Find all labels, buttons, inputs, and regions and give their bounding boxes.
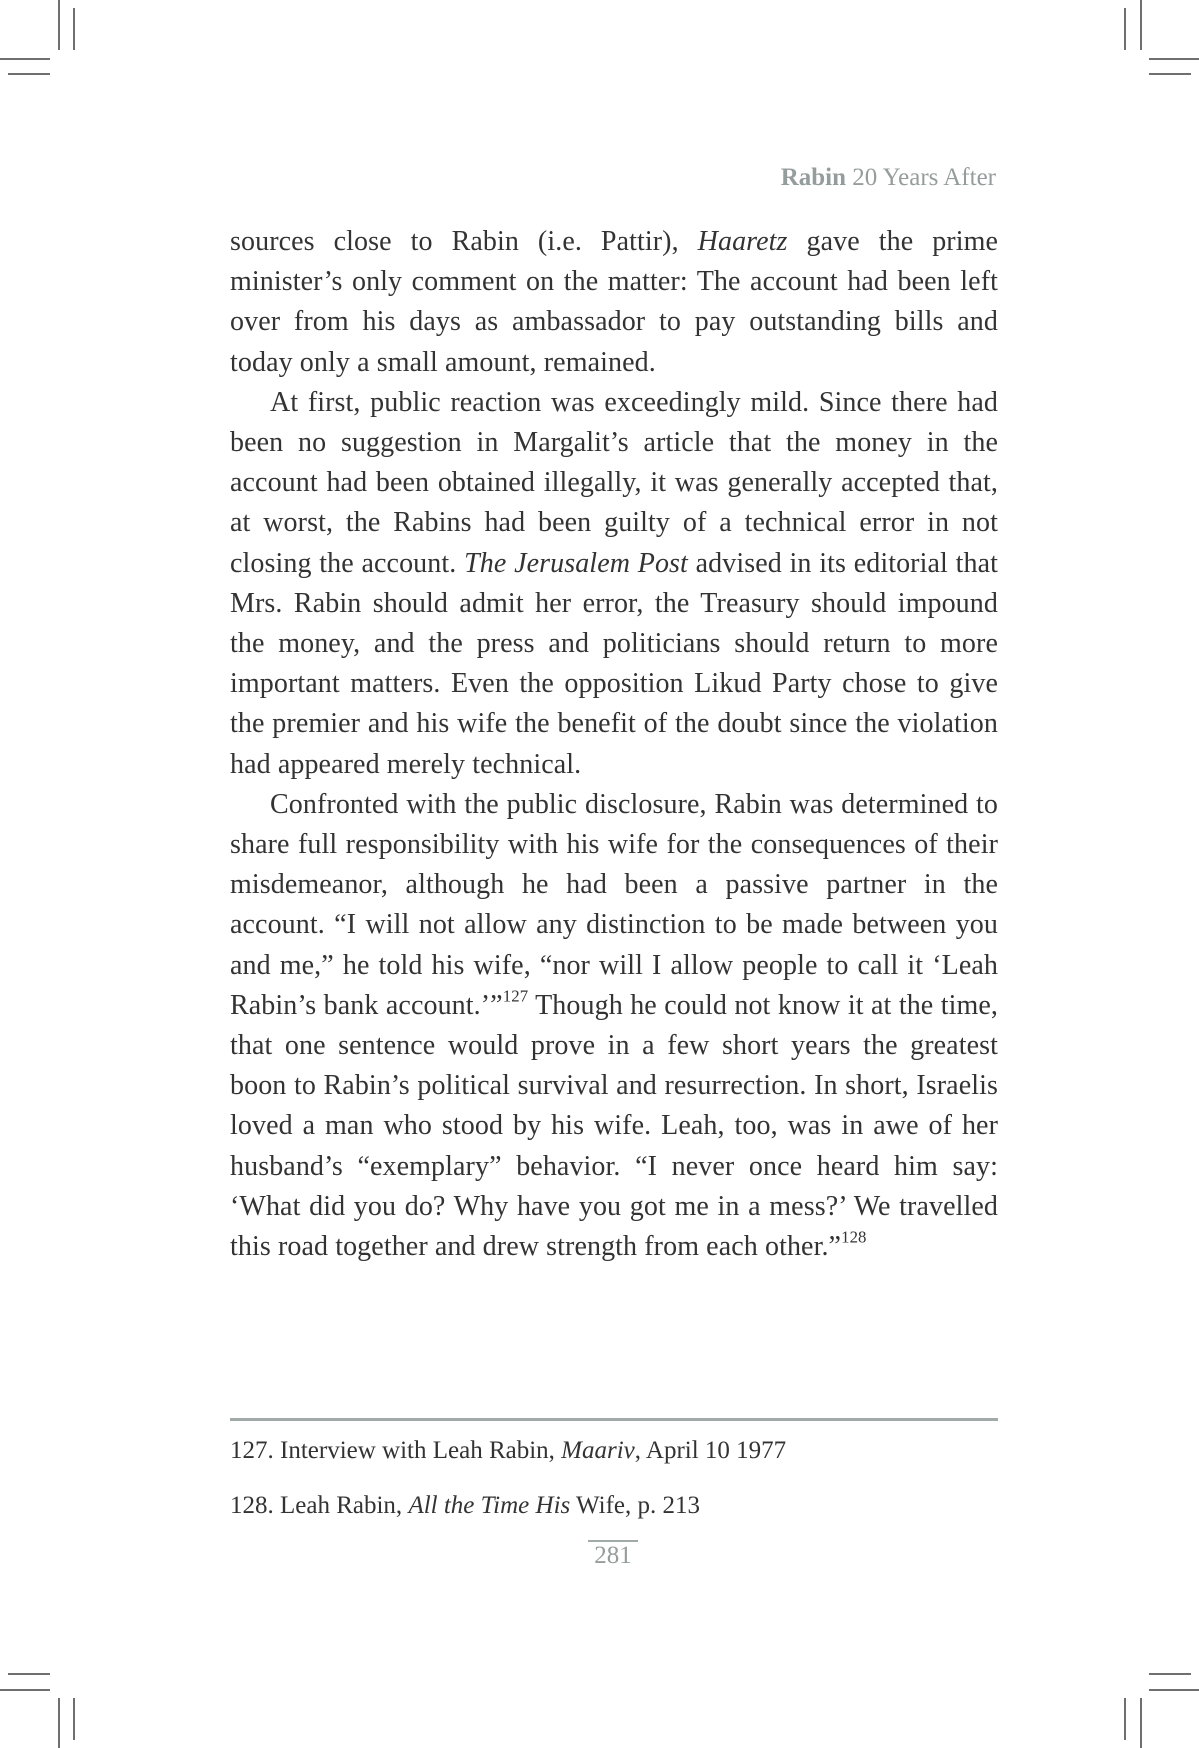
crop-mark-bottom-right-v2 xyxy=(1140,1698,1142,1748)
crop-mark-top-left-v1 xyxy=(58,0,60,50)
crop-mark-top-left-v2 xyxy=(73,8,75,50)
footnotes xyxy=(230,1435,998,1545)
text-run: sources close to Rabin (i.e. Pattir), xyxy=(230,226,698,257)
footnote-reference: 127 xyxy=(502,986,529,1006)
text-run: gave the prime minister’s only comment on the matter: The account had been left over from his days as ambassador to pay outstanding bills and today only a small amount, remained. xyxy=(230,226,999,378)
body-text xyxy=(230,222,998,1267)
text-run: 127. Interview with Leah Rabin, xyxy=(230,1437,562,1464)
crop-mark-bottom-right-h2 xyxy=(1149,1689,1199,1691)
crop-mark-bottom-left-v1 xyxy=(58,1698,60,1748)
crop-mark-bottom-left-h2 xyxy=(0,1689,50,1691)
italic-title: All the Time His xyxy=(408,1492,571,1519)
paragraph xyxy=(230,222,998,383)
crop-mark-bottom-right-h1 xyxy=(1149,1673,1191,1675)
text-run: Though he could not know it at the time, that one sentence would prove in a few short years the greatest boon to Rabin’s political survival and resurrection. In short, Israelis loved a man who stood by his wife. Leah, too, was in awe of her husband’s “exemplary” behavior. “I never once heard him say: ‘What did you do? Why have you got me in a mess?’ We travelled this road together and drew strength from each other.” xyxy=(230,989,998,1263)
paragraph xyxy=(230,785,998,1267)
crop-mark-bottom-right-v1 xyxy=(1124,1698,1126,1740)
text-run: advised in its editorial that Mrs. Rabin should admit her error, the Treasury should impound the money, and the press and politicians should return to more important matters. Even the opposition Likud Party chose to give the premier and his wife the benefit of the doubt since the violation had appeared merely technical. xyxy=(230,547,998,780)
crop-mark-top-right-v1 xyxy=(1124,8,1126,50)
crop-mark-top-right-h2 xyxy=(1149,73,1191,75)
italic-title: Haaretz xyxy=(697,226,788,257)
crop-mark-bottom-left-h1 xyxy=(8,1673,50,1675)
footnote-reference: 128 xyxy=(841,1227,867,1247)
text-run: Wife, p. 213 xyxy=(570,1492,701,1519)
page-number: 281 xyxy=(588,1540,638,1570)
crop-mark-top-left-h2 xyxy=(8,73,50,75)
crop-mark-top-left-h1 xyxy=(0,58,50,60)
running-header-rest: 20 Years After xyxy=(846,164,996,191)
running-header-bold: Rabin xyxy=(780,164,846,191)
text-run: At first, public reaction was exceedingly mild. Since there had been no suggestion in Margalit’s article that the money in the account had been obtained illegally, it was generally accepted that, at worst, the Rabins had been guilty of a technical error in not closing the account. xyxy=(230,386,998,579)
italic-title: The Jerusalem Post xyxy=(464,547,688,579)
footnote xyxy=(230,1490,998,1522)
paragraph xyxy=(230,383,998,785)
text-run: 128. Leah Rabin, xyxy=(230,1492,409,1519)
running-header xyxy=(781,164,996,192)
footnote xyxy=(230,1435,998,1467)
footnote-separator xyxy=(230,1418,998,1421)
text-run: , April 10 1977 xyxy=(634,1437,787,1464)
crop-mark-top-right-h1 xyxy=(1149,58,1199,60)
italic-title: Maariv xyxy=(561,1437,635,1464)
crop-mark-top-right-v2 xyxy=(1140,0,1142,50)
crop-mark-bottom-left-v2 xyxy=(73,1698,75,1740)
text-run: Confronted with the public disclosure, Rabin was determined to share full responsibility with his wife for the consequences of their misdemeanor, although he had been a passive partner in the account. “I will not allow any distinction to be made between you and me,” he told his wife, “nor will I allow people to call it ‘Leah Rabin’s bank account.’” xyxy=(230,788,998,1021)
